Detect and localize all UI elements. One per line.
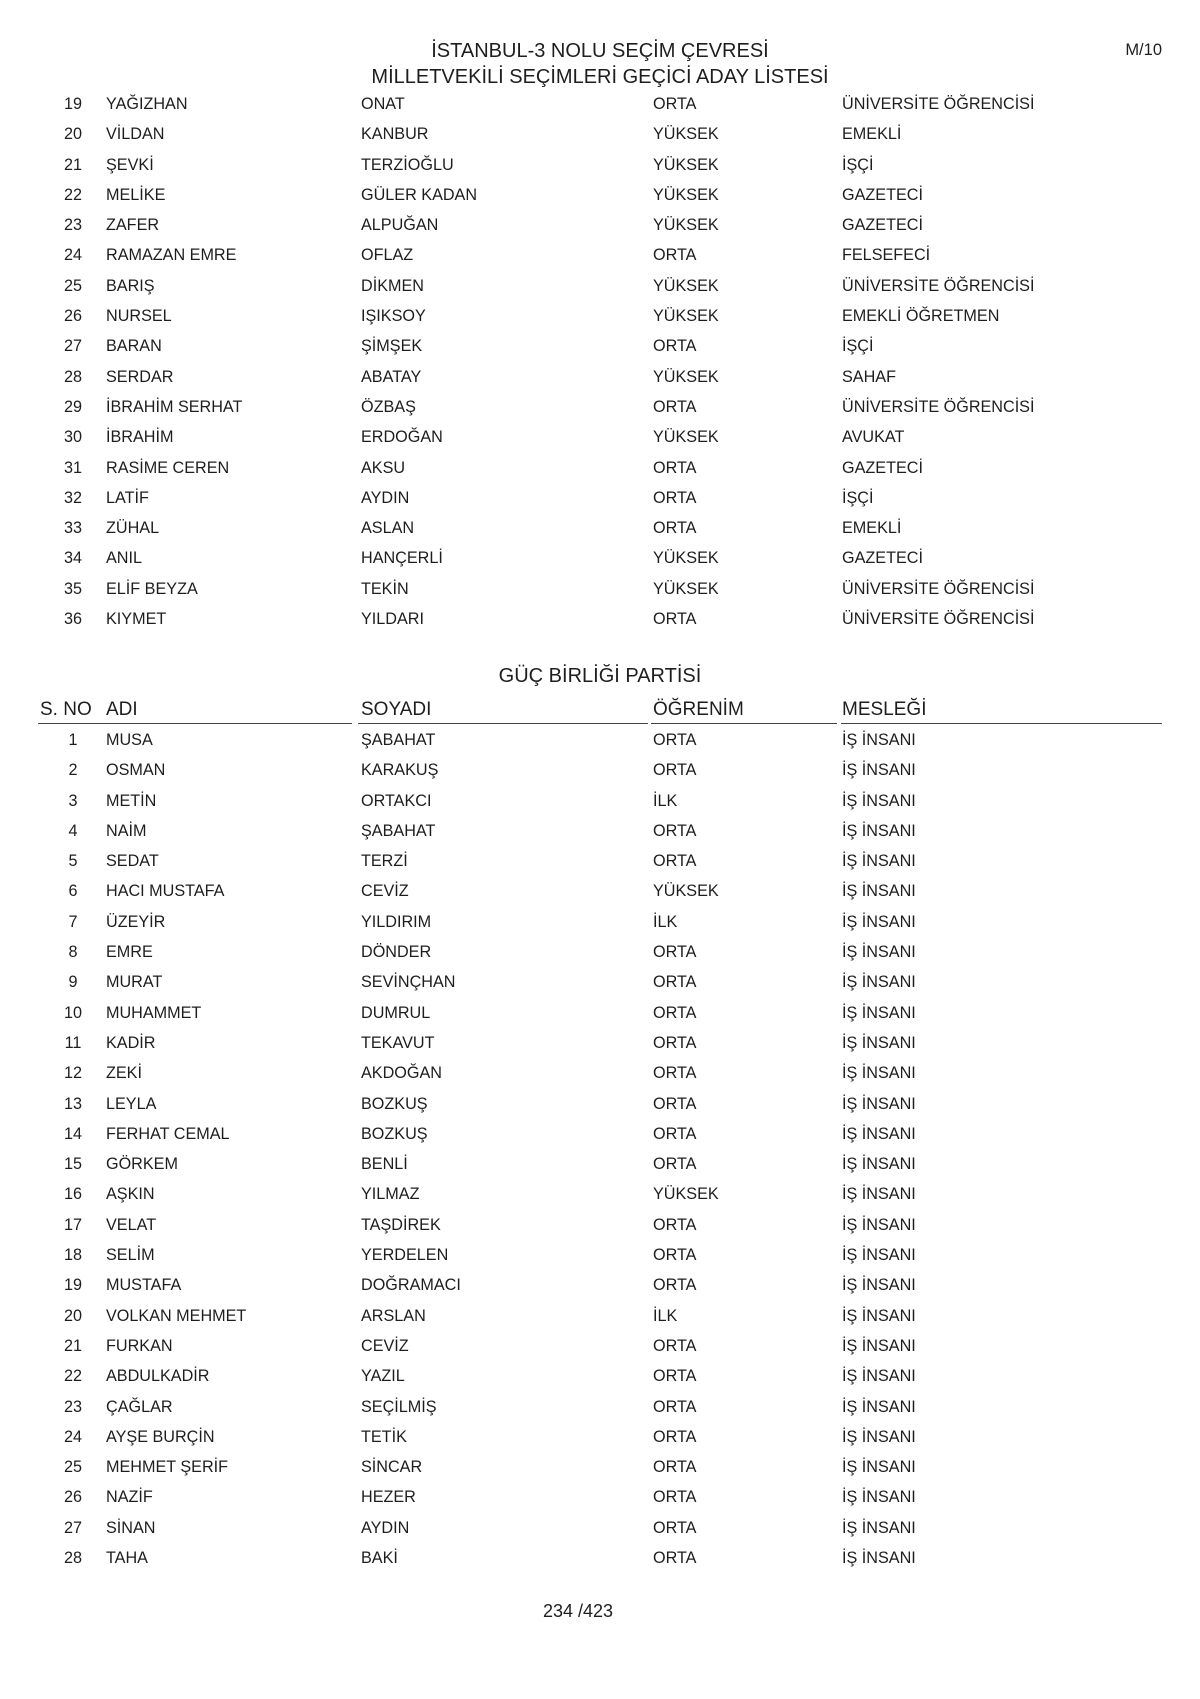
candidate-row — [0, 1179, 1200, 1209]
candidate-surname: ORTAKCI — [361, 791, 432, 810]
candidate-surname: TERZİ — [361, 852, 408, 871]
row-number: 25 — [63, 276, 82, 295]
candidate-name: SEDAT — [106, 852, 159, 871]
candidate-name: MUHAMMET — [106, 1003, 202, 1022]
candidate-name: EMRE — [106, 943, 153, 962]
education-level: ORTA — [653, 1155, 697, 1174]
candidate-row — [0, 119, 1200, 149]
candidate-row — [0, 1452, 1200, 1482]
column-header-no: S. NO — [40, 699, 92, 720]
candidate-row — [0, 271, 1200, 301]
row-number: 26 — [63, 307, 82, 326]
candidate-surname: TETİK — [361, 1427, 407, 1446]
candidate-surname: BAKİ — [361, 1549, 398, 1568]
candidate-row — [0, 1331, 1200, 1361]
education-level: ORTA — [653, 852, 697, 871]
row-number: 11 — [64, 1033, 82, 1052]
candidate-surname: CEVİZ — [361, 1336, 409, 1355]
candidate-name: MELİKE — [106, 185, 166, 204]
row-number: 25 — [63, 1458, 82, 1477]
candidate-surname: DUMRUL — [361, 1003, 431, 1022]
profession: İŞ İNSANI — [842, 1427, 916, 1446]
candidate-row — [0, 422, 1200, 452]
row-number: 9 — [68, 973, 78, 992]
row-number: 28 — [63, 367, 82, 386]
row-number: 24 — [63, 246, 82, 265]
education-level: ORTA — [653, 519, 697, 538]
candidate-surname: KARAKUŞ — [361, 761, 439, 780]
row-number: 21 — [63, 155, 82, 174]
candidate-surname: ERDOĞAN — [361, 428, 443, 447]
profession: İŞ İNSANI — [842, 1094, 916, 1113]
candidate-name: BARAN — [106, 337, 162, 356]
row-number: 33 — [63, 519, 82, 538]
candidate-row — [0, 786, 1200, 816]
candidate-name: MUSTAFA — [106, 1276, 182, 1295]
candidate-name: GÖRKEM — [106, 1155, 178, 1174]
profession: İŞ İNSANI — [842, 1458, 916, 1477]
education-level: ORTA — [653, 1367, 697, 1386]
row-number: 10 — [63, 1003, 82, 1022]
candidate-name: ŞEVKİ — [106, 155, 154, 174]
row-number: 28 — [63, 1549, 82, 1568]
row-number: 32 — [63, 488, 82, 507]
column-header-education: ÖĞRENİM — [653, 699, 744, 720]
candidate-name: FERHAT CEMAL — [106, 1124, 230, 1143]
education-level: ORTA — [653, 973, 697, 992]
row-number: 4 — [68, 821, 78, 840]
profession: İŞÇİ — [842, 488, 874, 507]
column-header-group-education — [651, 696, 837, 724]
candidate-row — [0, 1513, 1200, 1543]
candidate-name: VOLKAN MEHMET — [106, 1306, 247, 1325]
education-level: YÜKSEK — [653, 367, 719, 386]
candidate-row — [0, 1210, 1200, 1240]
candidate-name: NAZİF — [106, 1488, 153, 1507]
profession: GAZETECİ — [842, 549, 923, 568]
candidate-surname: AYDIN — [361, 488, 410, 507]
profession: ÜNİVERSİTE ÖĞRENCİSİ — [842, 610, 1035, 629]
education-level: ORTA — [653, 1549, 697, 1568]
education-level: ORTA — [653, 246, 697, 265]
candidate-name: ZEKİ — [106, 1064, 142, 1083]
candidate-name: ÜZEYİR — [106, 912, 166, 931]
candidate-surname: DOĞRAMACI — [361, 1276, 461, 1295]
candidate-row — [0, 876, 1200, 906]
row-number: 17 — [63, 1215, 82, 1234]
candidate-name: RAMAZAN EMRE — [106, 246, 237, 265]
profession: İŞ İNSANI — [842, 1185, 916, 1204]
education-level: ORTA — [653, 1094, 697, 1113]
candidate-row — [0, 1270, 1200, 1300]
column-header-surname: SOYADI — [361, 699, 432, 720]
candidate-row — [0, 755, 1200, 785]
profession: İŞ İNSANI — [842, 1306, 916, 1325]
candidate-row — [0, 362, 1200, 392]
profession: İŞ İNSANI — [842, 1124, 916, 1143]
profession: İŞ İNSANI — [842, 791, 916, 810]
education-level: ORTA — [653, 397, 697, 416]
candidate-row — [0, 1392, 1200, 1422]
candidate-surname: ALPUĞAN — [361, 216, 439, 235]
profession: ÜNİVERSİTE ÖĞRENCİSİ — [842, 397, 1035, 416]
row-number: 18 — [63, 1246, 82, 1265]
candidate-surname: BOZKUŞ — [361, 1094, 428, 1113]
candidate-name: METİN — [106, 791, 157, 810]
row-number: 27 — [63, 1518, 82, 1537]
candidate-surname: IŞIKSOY — [361, 307, 426, 326]
candidate-row — [0, 453, 1200, 483]
education-level: ORTA — [653, 1397, 697, 1416]
profession: İŞ İNSANI — [842, 1518, 916, 1537]
row-number: 21 — [63, 1336, 82, 1355]
profession: İŞ İNSANI — [842, 1155, 916, 1174]
candidate-row — [0, 180, 1200, 210]
education-level: İLK — [653, 1306, 678, 1325]
education-level: ORTA — [653, 1064, 697, 1083]
candidate-surname: YILDIRIM — [361, 912, 432, 931]
page-code: M/10 — [1125, 41, 1162, 59]
education-level: ORTA — [653, 337, 697, 356]
candidate-name: RASİME CEREN — [106, 458, 230, 477]
education-level: YÜKSEK — [653, 1185, 719, 1204]
candidate-surname: YAZIL — [361, 1367, 405, 1386]
row-number: 14 — [63, 1124, 82, 1143]
row-number: 23 — [63, 216, 82, 235]
profession: AVUKAT — [842, 428, 905, 447]
education-level: İLK — [653, 791, 678, 810]
candidate-surname: DİKMEN — [361, 276, 424, 295]
candidate-surname: ARSLAN — [361, 1306, 426, 1325]
profession: İŞÇİ — [842, 155, 874, 174]
row-number: 5 — [68, 852, 78, 871]
profession: İŞÇİ — [842, 337, 874, 356]
education-level: ORTA — [653, 458, 697, 477]
education-level: ORTA — [653, 761, 697, 780]
candidate-row — [0, 574, 1200, 604]
row-number: 22 — [63, 1367, 82, 1386]
education-level: ORTA — [653, 1488, 697, 1507]
candidate-name: OSMAN — [106, 761, 166, 780]
education-level: ORTA — [653, 943, 697, 962]
candidate-surname: ŞABAHAT — [361, 731, 436, 749]
profession: İŞ İNSANI — [842, 1064, 916, 1083]
document-title-line2: MİLLETVEKİLİ SEÇİMLERİ GEÇİCİ ADAY LİSTESİ — [371, 66, 829, 88]
candidate-row — [0, 483, 1200, 513]
candidate-surname: HANÇERLİ — [361, 549, 443, 568]
row-number: 13 — [63, 1094, 82, 1113]
candidate-row — [0, 816, 1200, 846]
column-header-group-profession — [841, 696, 1162, 724]
candidate-row — [0, 1119, 1200, 1149]
candidate-name: TAHA — [106, 1549, 148, 1568]
row-number: 30 — [63, 428, 82, 447]
candidate-surname: ŞABAHAT — [361, 821, 436, 840]
candidate-row — [0, 150, 1200, 180]
education-level: YÜKSEK — [653, 428, 719, 447]
education-level: YÜKSEK — [653, 579, 719, 598]
candidate-row — [0, 1240, 1200, 1270]
row-number: 22 — [63, 185, 82, 204]
candidate-name: MEHMET ŞERİF — [106, 1458, 229, 1477]
row-number: 6 — [68, 882, 78, 901]
candidate-name: VİLDAN — [106, 125, 165, 144]
education-level: YÜKSEK — [653, 882, 719, 901]
education-level: ORTA — [653, 1458, 697, 1477]
candidate-name: YAĞIZHAN — [106, 95, 188, 113]
candidate-row — [0, 1482, 1200, 1512]
profession: GAZETECİ — [842, 216, 923, 235]
candidate-surname: HEZER — [361, 1488, 416, 1507]
candidate-name: İBRAHİM — [106, 428, 174, 447]
candidate-surname: ONAT — [361, 95, 405, 113]
education-level: ORTA — [653, 1215, 697, 1234]
candidate-name: NURSEL — [106, 307, 172, 326]
row-number: 35 — [63, 579, 82, 598]
candidate-name: VELAT — [106, 1215, 157, 1234]
candidate-row — [0, 1028, 1200, 1058]
page-number: 234 /423 — [542, 1601, 614, 1621]
candidate-surname: ÖZBAŞ — [361, 397, 416, 416]
candidate-row — [0, 1422, 1200, 1452]
row-number: 34 — [63, 549, 82, 568]
profession: İŞ İNSANI — [842, 943, 916, 962]
document-title-line1: İSTANBUL-3 NOLU SEÇİM ÇEVRESİ — [431, 40, 769, 62]
candidate-name: KADİR — [106, 1033, 156, 1052]
candidate-surname: TERZİOĞLU — [361, 155, 454, 174]
row-number: 31 — [63, 458, 82, 477]
profession: GAZETECİ — [842, 458, 923, 477]
row-number: 23 — [63, 1397, 82, 1416]
candidate-row — [0, 392, 1200, 422]
profession: GAZETECİ — [842, 185, 923, 204]
education-level: ORTA — [653, 610, 697, 629]
candidate-row — [0, 331, 1200, 361]
candidate-surname: BOZKUŞ — [361, 1124, 428, 1143]
candidate-surname: SEVİNÇHAN — [361, 973, 456, 992]
column-header-name: ADI — [106, 699, 138, 720]
candidate-row — [0, 89, 1200, 119]
candidate-surname: DÖNDER — [361, 943, 432, 962]
profession: FELSEFECİ — [842, 246, 931, 265]
row-number: 7 — [68, 912, 78, 931]
profession: İŞ İNSANI — [842, 912, 916, 931]
education-level: ORTA — [653, 1336, 697, 1355]
candidate-name: SİNAN — [106, 1518, 156, 1537]
profession: İŞ İNSANI — [842, 1246, 916, 1265]
candidate-name: SELİM — [106, 1246, 155, 1265]
profession: İŞ İNSANI — [842, 852, 916, 871]
profession: SAHAF — [842, 367, 896, 386]
candidate-row — [0, 998, 1200, 1028]
profession: İŞ İNSANI — [842, 973, 916, 992]
candidate-row — [0, 967, 1200, 997]
candidate-name: ABDULKADİR — [106, 1367, 210, 1386]
candidate-name: ZÜHAL — [106, 519, 160, 538]
profession: İŞ İNSANI — [842, 731, 916, 749]
row-number: 8 — [68, 943, 78, 962]
profession: İŞ İNSANI — [842, 821, 916, 840]
candidate-row — [0, 1361, 1200, 1391]
candidate-surname: ASLAN — [361, 519, 415, 538]
profession: İŞ İNSANI — [842, 1336, 916, 1355]
profession: EMEKLİ — [842, 125, 902, 144]
profession: İŞ İNSANI — [842, 882, 916, 901]
candidate-name: BARIŞ — [106, 276, 155, 295]
candidate-surname: CEVİZ — [361, 882, 409, 901]
row-number: 19 — [63, 95, 82, 113]
party-title: GÜÇ BİRLİĞİ PARTİSİ — [498, 665, 702, 687]
education-level: YÜKSEK — [653, 276, 719, 295]
profession: ÜNİVERSİTE ÖĞRENCİSİ — [842, 579, 1035, 598]
row-number: 19 — [63, 1276, 82, 1295]
candidate-surname: YILMAZ — [361, 1185, 420, 1204]
education-level: ORTA — [653, 1003, 697, 1022]
candidate-name: ÇAĞLAR — [106, 1397, 173, 1416]
profession: İŞ İNSANI — [842, 1003, 916, 1022]
candidate-name: AŞKIN — [106, 1185, 155, 1204]
profession: İŞ İNSANI — [842, 1488, 916, 1507]
continued-candidate-list — [0, 89, 1200, 634]
education-level: ORTA — [653, 1246, 697, 1265]
candidate-row — [0, 937, 1200, 967]
candidate-surname: ABATAY — [361, 367, 422, 386]
candidate-row — [0, 907, 1200, 937]
education-level: ORTA — [653, 1518, 697, 1537]
education-level: YÜKSEK — [653, 125, 719, 144]
candidate-row — [0, 210, 1200, 240]
candidate-row — [0, 543, 1200, 573]
candidate-name: ELİF BEYZA — [106, 579, 198, 598]
profession: İŞ İNSANI — [842, 1367, 916, 1386]
profession: EMEKLİ ÖĞRETMEN — [842, 307, 1000, 326]
candidate-surname: SEÇİLMİŞ — [361, 1397, 437, 1416]
row-number: 12 — [63, 1064, 82, 1083]
education-level: ORTA — [653, 95, 697, 113]
candidate-surname: BENLİ — [361, 1155, 408, 1174]
candidate-surname: TEKAVUT — [361, 1033, 435, 1052]
profession: ÜNİVERSİTE ÖĞRENCİSİ — [842, 276, 1035, 295]
education-level: ORTA — [653, 1033, 697, 1052]
candidate-name: AYŞE BURÇİN — [106, 1427, 215, 1446]
row-number: 20 — [63, 1306, 82, 1325]
education-level: ORTA — [653, 731, 697, 749]
candidate-name: FURKAN — [106, 1336, 173, 1355]
candidate-name: ZAFER — [106, 216, 160, 235]
candidate-surname: TAŞDİREK — [361, 1215, 441, 1234]
candidate-row — [0, 604, 1200, 634]
party-candidate-list — [0, 725, 1200, 1573]
row-number: 24 — [63, 1427, 82, 1446]
column-header-profession: MESLEĞİ — [842, 699, 927, 720]
row-number: 1 — [68, 731, 78, 749]
education-level: ORTA — [653, 488, 697, 507]
row-number: 20 — [63, 125, 82, 144]
candidate-name: İBRAHİM SERHAT — [106, 397, 243, 416]
candidate-row — [0, 513, 1200, 543]
candidate-surname: GÜLER KADAN — [361, 185, 478, 204]
row-number: 2 — [68, 761, 78, 780]
profession: ÜNİVERSİTE ÖĞRENCİSİ — [842, 95, 1035, 113]
column-header-group-no-name — [38, 696, 352, 724]
candidate-surname: OFLAZ — [361, 246, 414, 265]
education-level: İLK — [653, 912, 678, 931]
candidate-surname: AKSU — [361, 458, 406, 477]
candidate-name: MURAT — [106, 973, 163, 992]
education-level: ORTA — [653, 1124, 697, 1143]
education-level: ORTA — [653, 821, 697, 840]
candidate-name: MUSA — [106, 731, 153, 749]
candidate-row — [0, 846, 1200, 876]
candidate-row — [0, 1301, 1200, 1331]
candidate-row — [0, 1149, 1200, 1179]
profession: İŞ İNSANI — [842, 1276, 916, 1295]
row-number: 16 — [63, 1185, 82, 1204]
candidate-surname: KANBUR — [361, 125, 429, 144]
candidate-name: KIYMET — [106, 610, 167, 629]
row-number: 36 — [63, 610, 82, 629]
candidate-name: NAİM — [106, 821, 147, 840]
row-number: 27 — [63, 337, 82, 356]
profession: İŞ İNSANI — [842, 1397, 916, 1416]
candidate-surname: ŞİMŞEK — [361, 337, 423, 356]
candidate-name: ANIL — [106, 549, 142, 568]
row-number: 26 — [63, 1488, 82, 1507]
profession: İŞ İNSANI — [842, 1549, 916, 1568]
education-level: YÜKSEK — [653, 185, 719, 204]
candidate-surname: AKDOĞAN — [361, 1064, 442, 1083]
education-level: ORTA — [653, 1276, 697, 1295]
row-number: 29 — [63, 397, 82, 416]
profession: İŞ İNSANI — [842, 761, 916, 780]
education-level: YÜKSEK — [653, 549, 719, 568]
candidate-row — [0, 1058, 1200, 1088]
candidate-row — [0, 240, 1200, 270]
profession: EMEKLİ — [842, 519, 902, 538]
candidate-name: LATİF — [106, 488, 149, 507]
education-level: YÜKSEK — [653, 155, 719, 174]
candidate-surname: YILDARI — [361, 610, 424, 629]
candidate-surname: TEKİN — [361, 579, 409, 598]
candidate-name: SERDAR — [106, 367, 174, 386]
education-level: YÜKSEK — [653, 216, 719, 235]
column-header-group-surname — [358, 696, 648, 724]
profession: İŞ İNSANI — [842, 1215, 916, 1234]
candidate-row — [0, 1543, 1200, 1573]
profession: İŞ İNSANI — [842, 1033, 916, 1052]
row-number: 3 — [68, 791, 78, 810]
education-level: YÜKSEK — [653, 307, 719, 326]
education-level: ORTA — [653, 1427, 697, 1446]
candidate-surname: AYDIN — [361, 1518, 410, 1537]
candidate-name: HACI MUSTAFA — [106, 882, 225, 901]
candidate-row — [0, 725, 1200, 755]
candidate-surname: SİNCAR — [361, 1458, 423, 1477]
candidate-name: LEYLA — [106, 1094, 157, 1113]
candidate-row — [0, 301, 1200, 331]
candidate-row — [0, 1089, 1200, 1119]
candidate-surname: YERDELEN — [361, 1246, 449, 1265]
row-number: 15 — [63, 1155, 82, 1174]
